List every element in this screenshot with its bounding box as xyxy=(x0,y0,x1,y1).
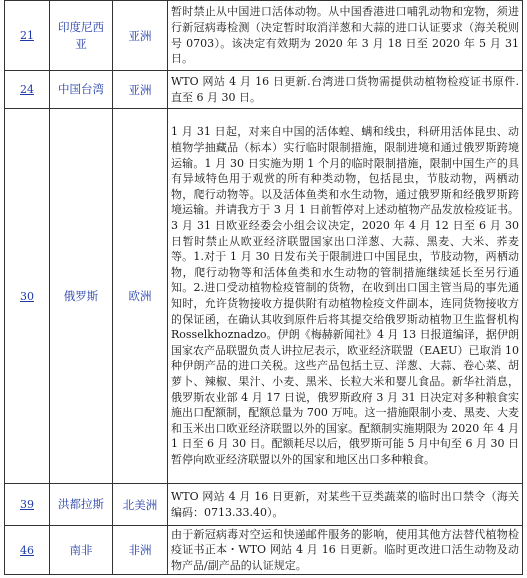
country-cell[interactable]: 南非 xyxy=(50,526,113,575)
row-number-link[interactable]: 46 xyxy=(5,526,50,575)
region-cell[interactable]: 欧洲 xyxy=(113,109,168,484)
table-row xyxy=(5,526,523,575)
row-number-link[interactable]: 39 xyxy=(5,484,50,526)
region-cell[interactable]: 亚洲 xyxy=(113,71,168,109)
country-cell[interactable]: 洪都拉斯 xyxy=(50,484,113,526)
measure-text: 1 月 31 日起，对来自中国的活体蝗、螨和线虫，科研用活体昆虫、动植物学抽藏品（标本）实行临时限制措施，限制进境和通过俄罗斯跨境运输。1 月 30 日实施为期 1 个月的临时限制措施，限制中国生产的具有异域特色用于观赏的所有种类动物，包括昆虫，节肢动物，两栖动物，爬行动物等。以及活体鱼类和水生动物，通过俄罗斯和经俄罗斯跨境运输。并请我方于 3 月 1 日前暂停对上述动植物产品发放检疫证书。3 月 31 日欧亚经委会小组会议决定，2020 年 4 月 12 日至 6 月 30 日暂时禁止从欧亚经济联盟国家出口洋葱、大蒜、黑麦、大米、荞麦等。1.对于 1 月 30 日发布关于限制进口中国昆虫，节肢动物，两栖动物，爬行动物等和活体鱼类和水生动物的管制措施继续延长至另行通知。2.进口受动植物检疫管制的货物，在收到出口国主管当局的事先通知时，允许货物接收方提供附有动植物检疫文件副本，连同货物接收方的保证函，在确认其收到原件后将其提交给俄罗斯动植物卫生监督机构 Rosselkhoznadzo。伊朗《梅赫新闻社》4 月 13 日报道编译，据伊朗国家农产品联盟负责人讲拉尼表示，欧亚经济联盟（EAEU）已取消 10 种伊朗产品的进口关税。这些产品包括土豆、洋葱、大蒜、卷心菜、胡萝卜、辣椒、果汁、小麦、黑米、长粒大米和婴儿食品。新华社消息，俄罗斯农业部 4 月 17 日说，俄罗斯政府 3 月 31 日决定对多种粮食实施出口配额制，配额总量为 700 万吨。这一措施限制小麦、黑麦、大麦和玉米出口欧亚经济联盟以外的国家。配额制实施期限为 2020 年 4 月 1 日至 6 月 30 日。配额耗尽以后，俄罗斯可能 5 月中旬至 6 月 30 日暂停向欧亚经济联盟以外的国家和地区出口多种粮食。 xyxy=(168,109,523,484)
table-row xyxy=(5,1,523,71)
row-number-link[interactable]: 21 xyxy=(5,1,50,71)
region-cell[interactable]: 非洲 xyxy=(113,526,168,575)
measure-text: WTO 网站 4 月 16 日更新，对某些干豆类蔬菜的临时出口禁令（海关编码：0713.33.40）。 xyxy=(168,484,523,526)
country-cell[interactable]: 中国台湾 xyxy=(50,71,113,109)
row-number-link[interactable]: 30 xyxy=(5,109,50,484)
regulation-table xyxy=(4,0,523,575)
measure-text: 暂时禁止从中国进口活体动物。从中国香港进口哺乳动物和宠物，须进行新冠病毒检测（决定暂时取消洋葱和大蒜的进口认证要求（海关税则号 0703）。该决定有效期为 2020 年 3 月 18 日至 2020 年 5 月 31 日。 xyxy=(168,1,523,71)
measure-text: 由于新冠病毒对空运和快递邮件服务的影响，使用其他方法替代植物检疫证书正本・WTO 网站 4 月 16 日更新。临时更改进口活生动物及动物产品/副产品的认证规定。 xyxy=(168,526,523,575)
table-row xyxy=(5,484,523,526)
region-cell[interactable]: 亚洲 xyxy=(113,1,168,71)
row-number-link[interactable]: 24 xyxy=(5,71,50,109)
measure-text: WTO 网站 4 月 16 日更新.台湾进口货物需提供动植物检疫证书原件.直至 6 月 30 日。 xyxy=(168,71,523,109)
country-cell[interactable]: 印度尼西亚 xyxy=(50,1,113,71)
country-cell[interactable]: 俄罗斯 xyxy=(50,109,113,484)
table-row xyxy=(5,109,523,484)
table-row xyxy=(5,71,523,109)
region-cell[interactable]: 北美洲 xyxy=(113,484,168,526)
